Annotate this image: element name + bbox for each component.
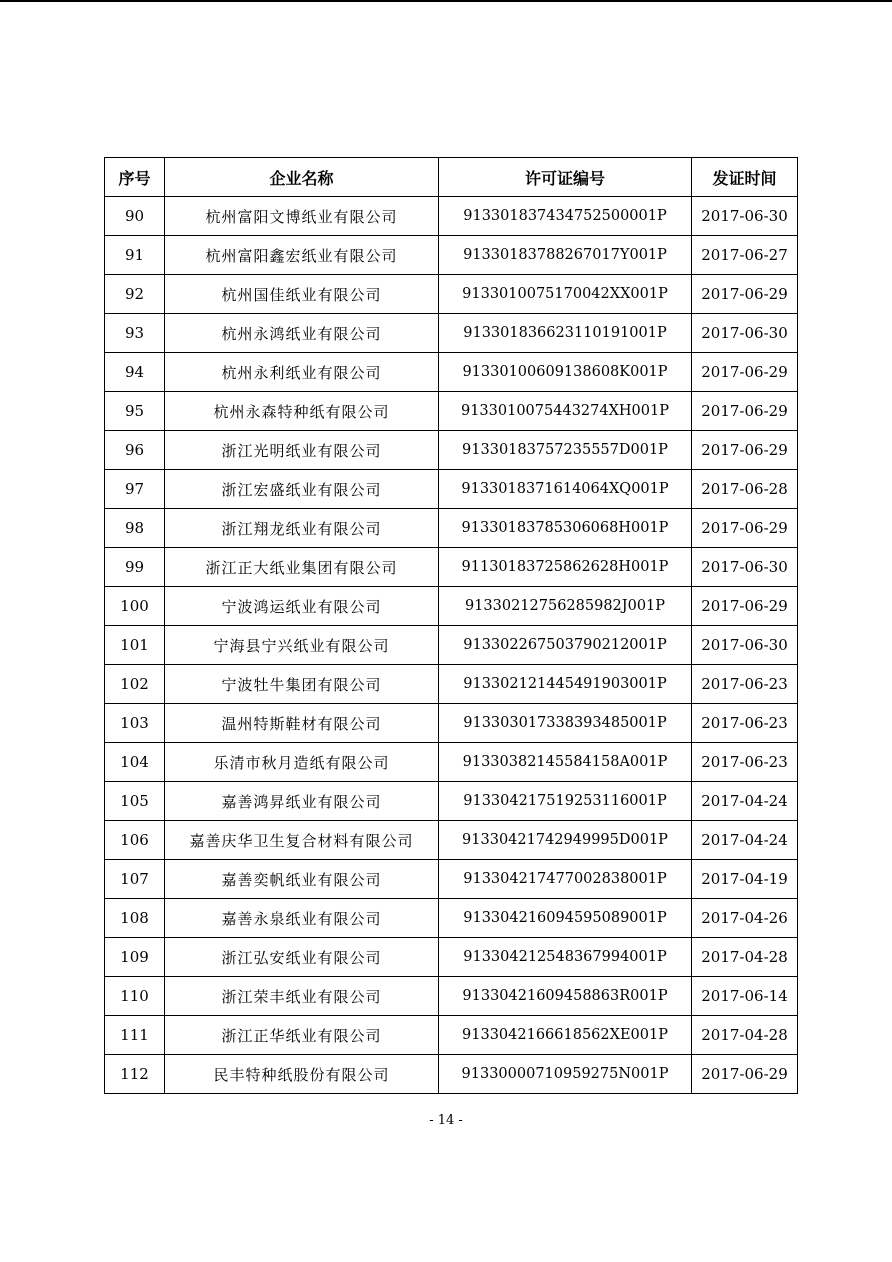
company-name: 杭州永森特种纸有限公司 [165, 392, 439, 431]
table-row [105, 509, 798, 548]
permit-table [104, 157, 798, 1094]
company-name: 浙江正华纸业有限公司 [165, 1016, 439, 1055]
row-index: 111 [105, 1016, 165, 1055]
row-index: 108 [105, 899, 165, 938]
company-name: 浙江正大纸业集团有限公司 [165, 548, 439, 587]
issue-date: 2017-06-29 [692, 509, 798, 548]
company-name: 宁波牡牛集团有限公司 [165, 665, 439, 704]
header-company-name: 企业名称 [165, 158, 439, 197]
row-index: 107 [105, 860, 165, 899]
company-name: 杭州富阳文博纸业有限公司 [165, 197, 439, 236]
license-number: 91130183725862628H001P [439, 548, 692, 587]
row-index: 102 [105, 665, 165, 704]
company-name: 温州特斯鞋材有限公司 [165, 704, 439, 743]
company-name: 杭州永鸿纸业有限公司 [165, 314, 439, 353]
company-name: 民丰特种纸股份有限公司 [165, 1055, 439, 1094]
issue-date: 2017-06-28 [692, 470, 798, 509]
license-number: 913304212548367994001P [439, 938, 692, 977]
issue-date: 2017-06-23 [692, 704, 798, 743]
row-index: 101 [105, 626, 165, 665]
license-number: 913301837434752500001P [439, 197, 692, 236]
table-row [105, 392, 798, 431]
company-name: 杭州永利纸业有限公司 [165, 353, 439, 392]
issue-date: 2017-06-23 [692, 743, 798, 782]
row-index: 96 [105, 431, 165, 470]
license-number: 9133010075443274XH001P [439, 392, 692, 431]
issue-date: 2017-04-26 [692, 899, 798, 938]
table-row [105, 977, 798, 1016]
table-header-row [105, 158, 798, 197]
table-row [105, 431, 798, 470]
license-number: 913301836623110191001P [439, 314, 692, 353]
header-issue-date: 发证时间 [692, 158, 798, 197]
license-number: 91330212756285982J001P [439, 587, 692, 626]
table-row [105, 860, 798, 899]
row-index: 106 [105, 821, 165, 860]
license-number: 91330421742949995D001P [439, 821, 692, 860]
issue-date: 2017-06-14 [692, 977, 798, 1016]
table-row [105, 743, 798, 782]
issue-date: 2017-04-28 [692, 938, 798, 977]
company-name: 杭州富阳鑫宏纸业有限公司 [165, 236, 439, 275]
table-row [105, 470, 798, 509]
company-name: 嘉善永泉纸业有限公司 [165, 899, 439, 938]
table-row [105, 665, 798, 704]
company-name: 杭州国佳纸业有限公司 [165, 275, 439, 314]
issue-date: 2017-06-29 [692, 275, 798, 314]
row-index: 104 [105, 743, 165, 782]
issue-date: 2017-04-24 [692, 782, 798, 821]
license-number: 91330100609138608K001P [439, 353, 692, 392]
license-number: 913303017338393485001P [439, 704, 692, 743]
company-name: 嘉善鸿昇纸业有限公司 [165, 782, 439, 821]
table-row [105, 938, 798, 977]
license-number: 913302267503790212001P [439, 626, 692, 665]
issue-date: 2017-06-30 [692, 314, 798, 353]
page-number: - 14 - [429, 1113, 463, 1128]
row-index: 98 [105, 509, 165, 548]
issue-date: 2017-06-29 [692, 1055, 798, 1094]
license-number: 913304216094595089001P [439, 899, 692, 938]
row-index: 93 [105, 314, 165, 353]
table-row [105, 236, 798, 275]
row-index: 99 [105, 548, 165, 587]
row-index: 97 [105, 470, 165, 509]
license-number: 91330421609458863R001P [439, 977, 692, 1016]
row-index: 105 [105, 782, 165, 821]
table-row [105, 626, 798, 665]
row-index: 90 [105, 197, 165, 236]
issue-date: 2017-04-19 [692, 860, 798, 899]
row-index: 91 [105, 236, 165, 275]
issue-date: 2017-06-30 [692, 548, 798, 587]
header-license-number: 许可证编号 [439, 158, 692, 197]
issue-date: 2017-06-23 [692, 665, 798, 704]
table-row [105, 314, 798, 353]
table-row [105, 587, 798, 626]
company-name: 嘉善庆华卫生复合材料有限公司 [165, 821, 439, 860]
table-row [105, 275, 798, 314]
issue-date: 2017-06-27 [692, 236, 798, 275]
issue-date: 2017-04-28 [692, 1016, 798, 1055]
issue-date: 2017-06-29 [692, 392, 798, 431]
table-row [105, 704, 798, 743]
issue-date: 2017-06-29 [692, 353, 798, 392]
company-name: 浙江荣丰纸业有限公司 [165, 977, 439, 1016]
issue-date: 2017-04-24 [692, 821, 798, 860]
license-number: 913304217477002838001P [439, 860, 692, 899]
table-row [105, 1055, 798, 1094]
row-index: 94 [105, 353, 165, 392]
license-number: 9133010075170042XX001P [439, 275, 692, 314]
license-number: 91330000710959275N001P [439, 1055, 692, 1094]
company-name: 乐清市秋月造纸有限公司 [165, 743, 439, 782]
row-index: 95 [105, 392, 165, 431]
table-row [105, 197, 798, 236]
license-number: 913302121445491903001P [439, 665, 692, 704]
company-name: 浙江宏盛纸业有限公司 [165, 470, 439, 509]
header-index: 序号 [105, 158, 165, 197]
license-number: 91330183785306068H001P [439, 509, 692, 548]
row-index: 109 [105, 938, 165, 977]
license-number: 9133042166618562XE001P [439, 1016, 692, 1055]
company-name: 浙江弘安纸业有限公司 [165, 938, 439, 977]
row-index: 112 [105, 1055, 165, 1094]
license-number: 91330382145584158A001P [439, 743, 692, 782]
top-border-line [0, 0, 892, 2]
license-number: 913304217519253116001P [439, 782, 692, 821]
table-row [105, 782, 798, 821]
issue-date: 2017-06-30 [692, 197, 798, 236]
issue-date: 2017-06-29 [692, 587, 798, 626]
issue-date: 2017-06-29 [692, 431, 798, 470]
license-number: 91330183788267017Y001P [439, 236, 692, 275]
row-index: 92 [105, 275, 165, 314]
license-number: 9133018371614064XQ001P [439, 470, 692, 509]
table-body [105, 197, 798, 1094]
table-row [105, 548, 798, 587]
company-name: 宁海县宁兴纸业有限公司 [165, 626, 439, 665]
company-name: 宁波鸿运纸业有限公司 [165, 587, 439, 626]
table-row [105, 1016, 798, 1055]
table-row [105, 353, 798, 392]
license-number: 91330183757235557D001P [439, 431, 692, 470]
row-index: 103 [105, 704, 165, 743]
issue-date: 2017-06-30 [692, 626, 798, 665]
table-row [105, 821, 798, 860]
row-index: 100 [105, 587, 165, 626]
company-name: 浙江翔龙纸业有限公司 [165, 509, 439, 548]
company-name: 浙江光明纸业有限公司 [165, 431, 439, 470]
company-name: 嘉善奕帆纸业有限公司 [165, 860, 439, 899]
row-index: 110 [105, 977, 165, 1016]
table-row [105, 899, 798, 938]
